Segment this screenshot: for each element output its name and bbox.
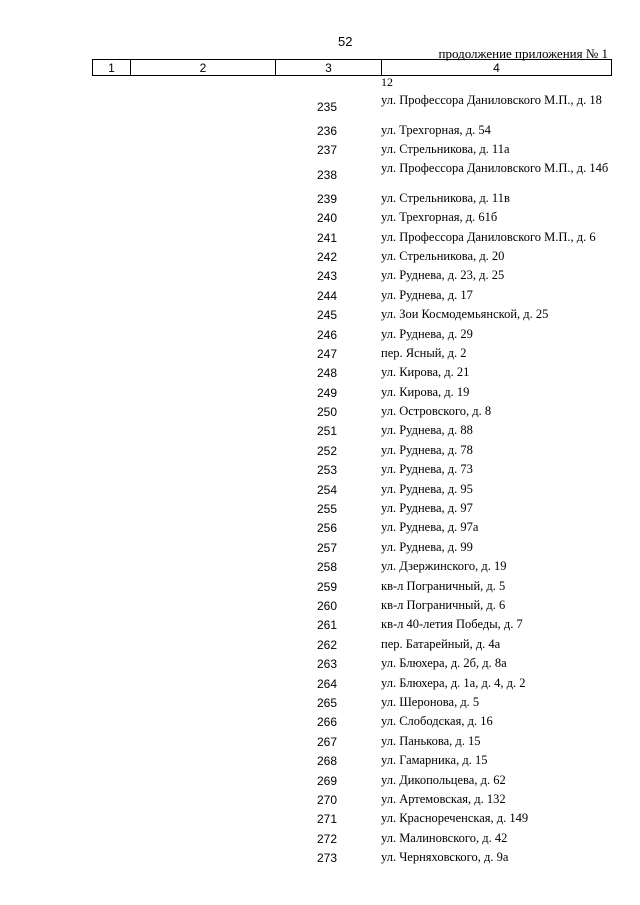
row-number: 273 <box>316 851 338 866</box>
table-row <box>0 615 640 634</box>
table-row <box>0 441 640 460</box>
row-address: ул. Профессора Даниловского М.П., д. 14б <box>381 160 609 175</box>
row-address: ул. Руднева, д. 97а <box>381 520 479 535</box>
table-row <box>0 121 640 140</box>
row-address: ул. Руднева, д. 99 <box>381 539 473 554</box>
row-number: 272 <box>316 831 338 846</box>
row-address: ул. Стрельникова, д. 11в <box>381 190 510 205</box>
row-number: 265 <box>316 695 338 710</box>
header-col-2: 2 <box>131 60 276 76</box>
table-row <box>0 712 640 731</box>
row-number: 247 <box>316 346 338 361</box>
table-row <box>0 140 640 159</box>
column-header-table <box>92 59 612 76</box>
table-row <box>0 92 640 121</box>
row-number: 245 <box>316 308 338 323</box>
table-row <box>0 538 640 557</box>
row-address: ул. Руднева, д. 17 <box>381 287 473 302</box>
row-number: 259 <box>316 579 338 594</box>
row-number: 244 <box>316 288 338 303</box>
table-row <box>0 732 640 751</box>
row-number: 250 <box>316 405 338 420</box>
table-row <box>0 460 640 479</box>
row-address: ул. Руднева, д. 97 <box>381 501 473 516</box>
table-row <box>0 305 640 324</box>
table-row <box>0 160 640 189</box>
row-number: 248 <box>316 366 338 381</box>
row-address: ул. Артемовская, д. 132 <box>381 791 506 806</box>
row-address: ул. Трехгорная, д. 54 <box>381 123 491 137</box>
table-row <box>0 266 640 285</box>
header-col-3: 3 <box>276 60 382 76</box>
row-number: 271 <box>316 812 338 827</box>
row-number: 269 <box>316 773 338 788</box>
row-address: кв-л Пограничный, д. 6 <box>381 597 506 612</box>
row-address: ул. Трехгорная, д. 61б <box>381 210 498 225</box>
table-row <box>0 848 640 867</box>
row-number: 252 <box>316 443 338 458</box>
row-address: кв-л Пограничный, д. 5 <box>381 578 506 593</box>
table-row <box>0 557 640 576</box>
row-number: 251 <box>316 424 338 439</box>
row-number: 254 <box>316 482 338 497</box>
table-row <box>0 577 640 596</box>
table-row <box>0 499 640 518</box>
table-row <box>0 286 640 305</box>
table-row <box>0 751 640 770</box>
row-address: ул. Руднева, д. 88 <box>381 423 473 438</box>
address-list <box>0 92 640 867</box>
row-number: 240 <box>316 211 338 226</box>
row-address: ул. Островского, д. 8 <box>381 404 492 419</box>
table-row <box>0 809 640 828</box>
row-number: 253 <box>316 463 338 478</box>
row-number: 262 <box>316 637 338 652</box>
row-number: 261 <box>316 618 338 633</box>
row-number: 256 <box>316 521 338 536</box>
row-address: ул. Стрельникова, д. 11а <box>381 142 510 157</box>
table-row <box>0 228 640 247</box>
row-address: пер. Ясный, д. 2 <box>381 345 467 360</box>
row-address: ул. Руднева, д. 29 <box>381 326 473 341</box>
row-number: 258 <box>316 560 338 575</box>
table-row <box>0 635 640 654</box>
row-address: ул. Руднева, д. 78 <box>381 442 473 457</box>
row-address: ул. Кирова, д. 19 <box>381 384 470 399</box>
row-address: ул. Стрельникова, д. 20 <box>381 248 505 263</box>
row-address: ул. Профессора Даниловского М.П., д. 18 <box>381 93 602 107</box>
header-col-4: 4 <box>382 60 612 76</box>
row-address: ул. Зои Космодемьянской, д. 25 <box>381 307 549 322</box>
row-number: 260 <box>316 598 338 613</box>
table-row <box>0 208 640 227</box>
row-number: 241 <box>316 230 338 245</box>
table-row <box>0 674 640 693</box>
continued-tail: 12 <box>381 75 393 89</box>
row-number: 235 <box>316 100 338 114</box>
table-row <box>0 480 640 499</box>
row-number: 257 <box>316 540 338 555</box>
table-row <box>0 829 640 848</box>
row-address: ул. Шеронова, д. 5 <box>381 694 480 709</box>
row-number: 242 <box>316 249 338 264</box>
table-row <box>0 402 640 421</box>
row-address: ул. Блюхера, д. 1а, д. 4, д. 2 <box>381 675 526 690</box>
table-row <box>0 596 640 615</box>
table-row <box>0 693 640 712</box>
table-row <box>0 325 640 344</box>
row-address: ул. Малиновского, д. 42 <box>381 830 508 845</box>
row-address: пер. Батарейный, д. 4а <box>381 636 501 651</box>
header-col-1: 1 <box>93 60 131 76</box>
table-row <box>0 189 640 208</box>
table-row <box>0 344 640 363</box>
row-number: 246 <box>316 327 338 342</box>
row-number: 255 <box>316 502 338 517</box>
row-address: ул. Дзержинского, д. 19 <box>381 559 507 574</box>
row-number: 264 <box>316 676 338 691</box>
row-address: ул. Краснореченская, д. 149 <box>381 811 529 826</box>
table-row <box>0 363 640 382</box>
row-address: ул. Гамарника, д. 15 <box>381 753 488 768</box>
row-address: ул. Руднева, д. 73 <box>381 462 473 477</box>
page-number: 52 <box>338 34 353 49</box>
row-number: 237 <box>316 143 338 158</box>
table-row <box>0 771 640 790</box>
row-address: ул. Черняховского, д. 9а <box>381 850 509 865</box>
row-number: 236 <box>316 124 338 138</box>
row-address: ул. Слободская, д. 16 <box>381 714 493 729</box>
row-number: 267 <box>316 734 338 749</box>
row-number: 266 <box>316 715 338 730</box>
row-address: ул. Профессора Даниловского М.П., д. 6 <box>381 229 596 244</box>
row-address: кв-л 40-летия Победы, д. 7 <box>381 617 523 632</box>
row-address: ул. Блюхера, д. 2б, д. 8а <box>381 656 507 671</box>
row-number: 239 <box>316 191 338 206</box>
table-row <box>0 790 640 809</box>
row-address: ул. Руднева, д. 23, д. 25 <box>381 268 505 283</box>
row-address: ул. Кирова, д. 21 <box>381 365 470 380</box>
row-number: 249 <box>316 385 338 400</box>
row-number: 268 <box>316 754 338 769</box>
table-row <box>0 247 640 266</box>
table-row <box>0 383 640 402</box>
table-row <box>0 518 640 537</box>
table-row <box>0 654 640 673</box>
row-address: ул. Панькова, д. 15 <box>381 733 481 748</box>
table-row <box>0 421 640 440</box>
row-address: ул. Руднева, д. 95 <box>381 481 473 496</box>
row-address: ул. Дикопольцева, д. 62 <box>381 772 506 787</box>
row-number: 243 <box>316 269 338 284</box>
row-number: 263 <box>316 657 338 672</box>
header-row <box>93 60 612 76</box>
continuation-label: продолжение приложения № 1 <box>438 46 608 61</box>
row-number: 238 <box>316 167 338 182</box>
row-number: 270 <box>316 792 338 807</box>
